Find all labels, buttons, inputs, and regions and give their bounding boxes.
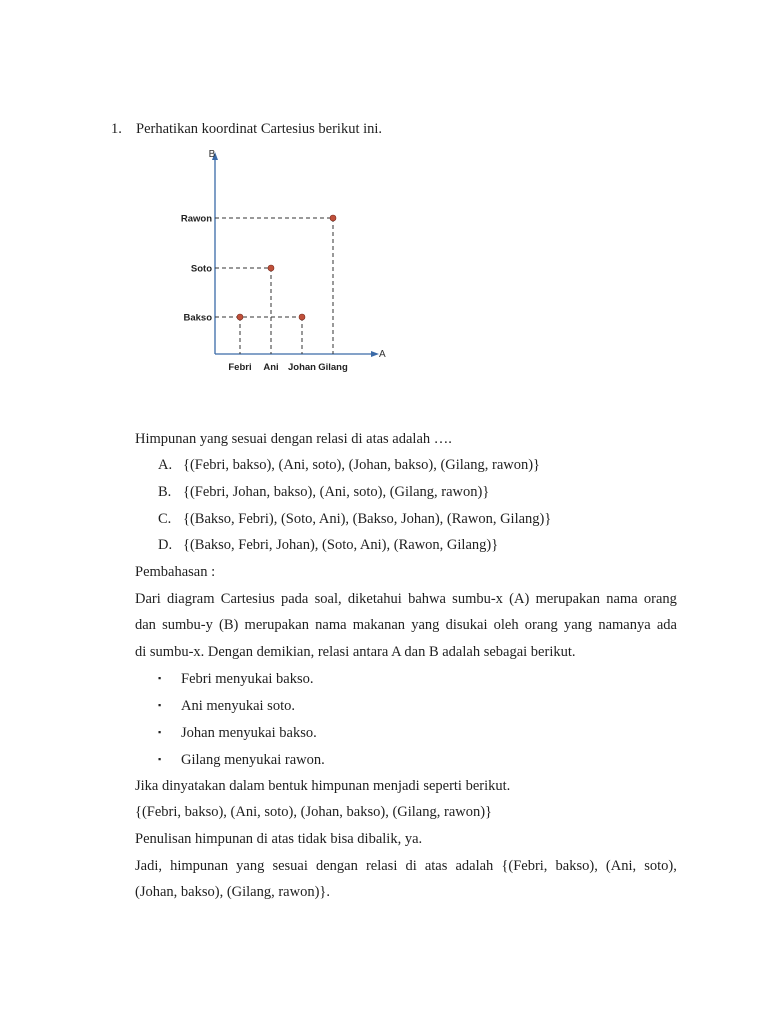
- option-d[interactable]: [158, 535, 498, 555]
- x-tick-label: Gilang: [318, 362, 348, 373]
- discussion-line-1: [135, 589, 677, 609]
- bullet-mark: ▪: [158, 754, 162, 764]
- data-point: [299, 314, 305, 320]
- word: nama: [315, 617, 347, 633]
- word: atas: [424, 858, 448, 874]
- option-letter: D.: [158, 537, 173, 553]
- option-a[interactable]: [158, 455, 540, 475]
- word: diagram: [167, 591, 215, 607]
- word: himpunan: [170, 858, 229, 874]
- discussion-line-2: [135, 615, 677, 635]
- word: Jadi,: [135, 858, 162, 874]
- set-text: {(Febri, bakso), (Ani, soto), (Johan, bakso), (Gilang, rawon)}: [135, 804, 493, 820]
- word: yang: [236, 858, 265, 874]
- word: oleh: [493, 617, 519, 633]
- option-letter: C.: [158, 511, 172, 527]
- word: dengan: [315, 858, 358, 874]
- word: (Ani,: [605, 858, 637, 874]
- word: makanan: [352, 617, 406, 633]
- bullet-text: Gilang menyukai rawon.: [181, 752, 325, 768]
- x-tick-label: Johan: [288, 362, 316, 373]
- word: bahwa: [408, 591, 446, 607]
- bullet-item: [158, 695, 295, 715]
- question-prompt: Perhatikan koordinat Cartesius berikut ini.: [136, 121, 383, 137]
- word: Cartesius: [220, 591, 275, 607]
- option-text: {(Febri, Johan, bakso), (Ani, soto), (Gilang, rawon)}: [183, 484, 490, 500]
- word: sumbu-y: [162, 617, 213, 633]
- bullet-mark: ▪: [158, 700, 162, 710]
- bullet-text: Johan menyukai bakso.: [181, 725, 317, 741]
- x-tick-label: Febri: [228, 362, 252, 373]
- option-c[interactable]: [158, 509, 551, 529]
- word: soto),: [644, 858, 677, 874]
- conclusion-line-2: (Johan, bakso), (Gilang, rawon)}.: [135, 884, 331, 900]
- word: ada: [656, 617, 677, 633]
- word: disukai: [445, 617, 488, 633]
- option-text: {(Bakso, Febri), (Soto, Ani), (Bakso, Johan), (Rawon, Gilang)}: [183, 511, 552, 527]
- y-tick-label: Soto: [190, 263, 212, 275]
- discussion-line-3: di sumbu-x. Dengan demikian, relasi antara A dan B adalah sebagai berikut.: [135, 644, 576, 660]
- bullet-mark: ▪: [158, 673, 162, 683]
- word: nama: [606, 591, 638, 607]
- word: Dari: [135, 591, 161, 607]
- word: yang: [411, 617, 440, 633]
- data-point: [268, 265, 274, 271]
- note-text: Penulisan himpunan di atas tidak bisa dibalik, ya.: [135, 831, 423, 847]
- x-tick-label: Ani: [263, 362, 279, 373]
- bullet-text: Febri menyukai bakso.: [181, 671, 314, 687]
- bullet-text: Ani menyukai soto.: [181, 698, 295, 714]
- option-text: {(Bakso, Febri, Johan), (Soto, Ani), (Rawon, Gilang)}: [183, 537, 499, 553]
- word: pada: [281, 591, 309, 607]
- word: soal,: [314, 591, 342, 607]
- y-tick-label: Rawon: [180, 213, 212, 225]
- set-intro: Jika dinyatakan dalam bentuk himpunan menjadi seperti berikut.: [135, 778, 511, 794]
- x-axis-arrow: [371, 351, 379, 357]
- cartesian-chart-svg: [178, 146, 388, 378]
- word: orang: [524, 617, 558, 633]
- word: sesuai: [272, 858, 308, 874]
- word: merupakan: [535, 591, 600, 607]
- option-text: {(Febri, bakso), (Ani, soto), (Johan, bakso), (Gilang, rawon)}: [183, 457, 541, 473]
- word: (B): [219, 617, 239, 633]
- word: dan: [135, 617, 156, 633]
- word: bakso),: [555, 858, 598, 874]
- option-letter: A.: [158, 457, 173, 473]
- word: {(Febri,: [501, 858, 548, 874]
- option-letter: B.: [158, 484, 172, 500]
- question-stem: Himpunan yang sesuai dengan relasi di atas adalah ….: [135, 431, 452, 447]
- bullet-item: [158, 749, 325, 769]
- word: di: [405, 858, 417, 874]
- y-axis-label: B: [208, 149, 216, 160]
- question-line: [111, 119, 382, 139]
- bullet-mark: ▪: [158, 727, 162, 737]
- bullet-item: [158, 722, 317, 742]
- word: relasi: [365, 858, 398, 874]
- discussion-heading: Pembahasan :: [135, 564, 216, 580]
- word: diketahui: [347, 591, 402, 607]
- word: sumbu-x: [452, 591, 503, 607]
- option-b[interactable]: [158, 482, 489, 502]
- data-point: [237, 314, 243, 320]
- word: adalah: [455, 858, 494, 874]
- conclusion-line-1: [135, 856, 677, 876]
- y-tick-label: Bakso: [183, 312, 212, 324]
- cartesian-diagram: [178, 146, 388, 378]
- data-point: [330, 215, 336, 221]
- word: (A): [509, 591, 530, 607]
- word: orang: [643, 591, 677, 607]
- word: namanya: [598, 617, 651, 633]
- word: merupakan: [244, 617, 309, 633]
- bullet-item: [158, 668, 314, 688]
- question-number: 1.: [111, 121, 122, 137]
- word: yang: [563, 617, 593, 633]
- x-axis-label: A: [379, 349, 386, 360]
